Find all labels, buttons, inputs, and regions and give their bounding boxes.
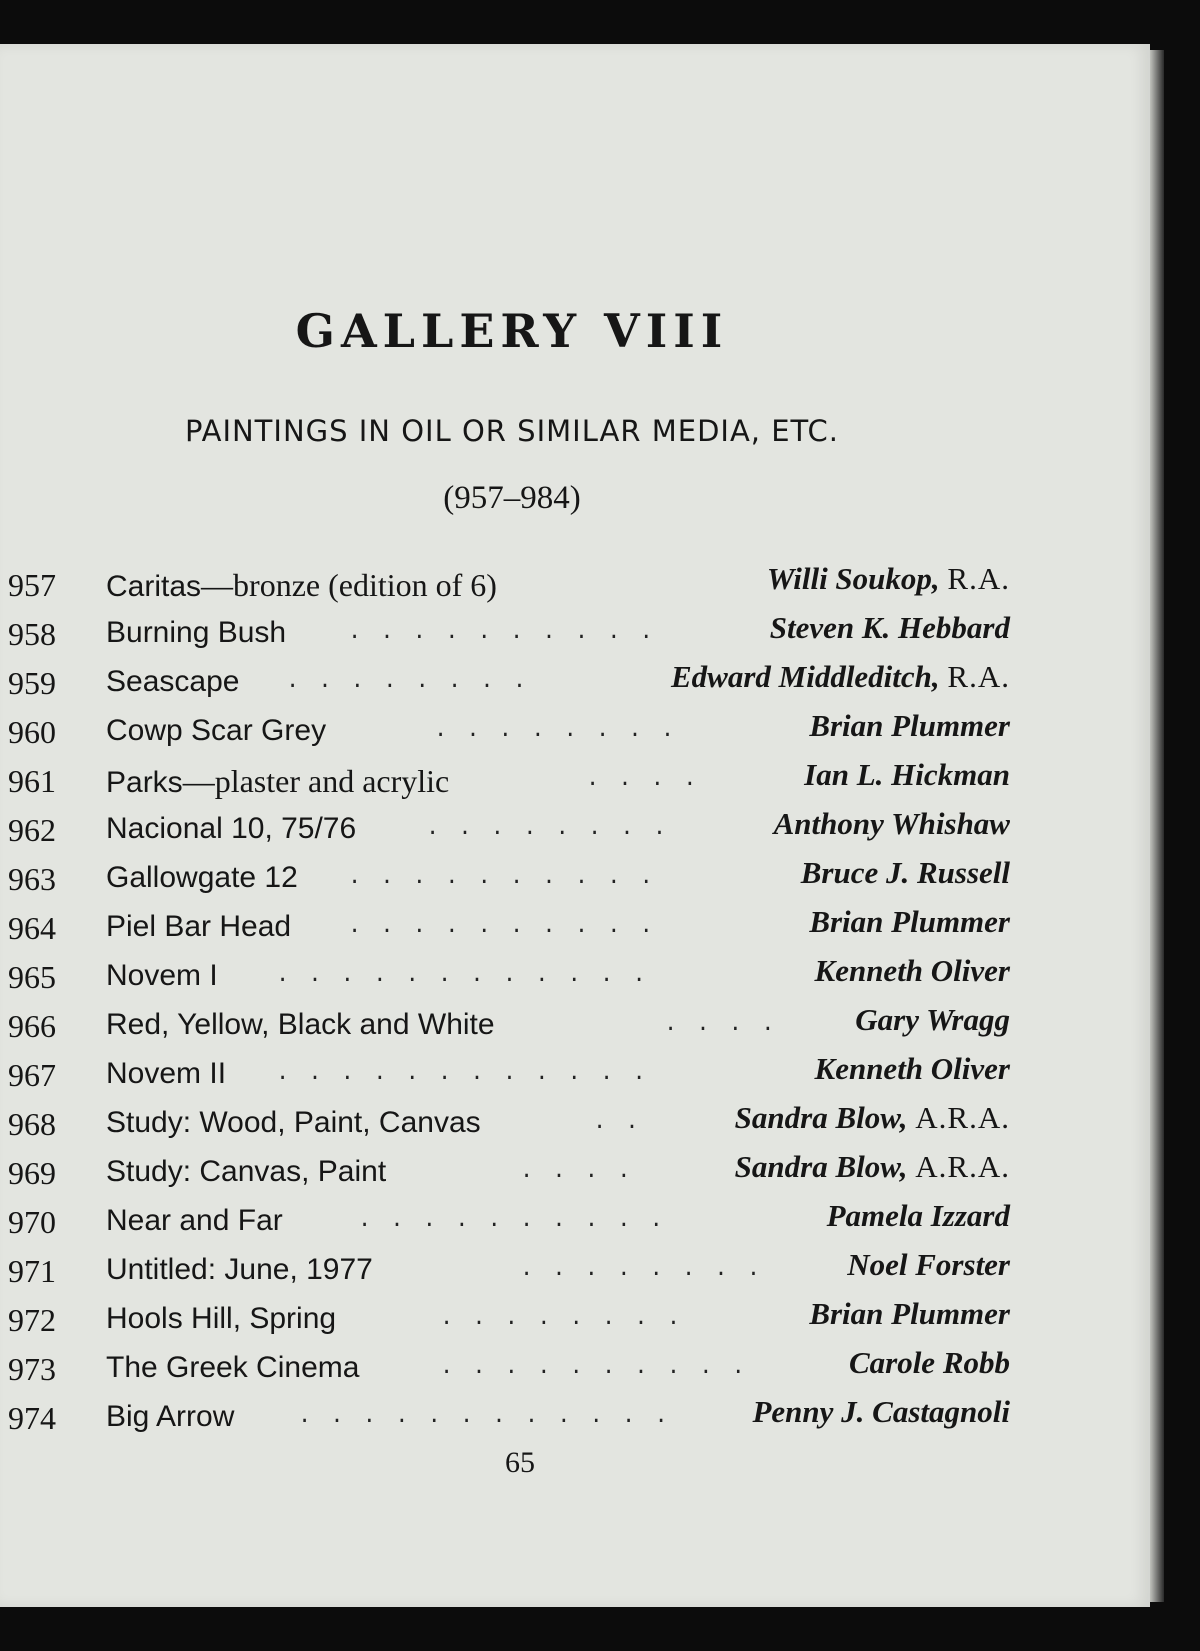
entry-artist: Brian Plummer [809, 1296, 1010, 1331]
page-number: 65 [505, 1446, 535, 1479]
entry-list [8, 559, 1010, 1441]
entry-title: Cowp Scar Grey [106, 714, 327, 747]
entry-title: Nacional 10, 75/76 [106, 812, 357, 845]
gallery-title: GALLERY VIII [295, 304, 729, 358]
entry-title: Gallowgate 12 [106, 861, 298, 894]
entry-title: Novem I [106, 959, 218, 992]
entry-artist: Ian L. Hickman [804, 757, 1010, 792]
entry-title: Near and Far [106, 1204, 283, 1237]
entry-title: Seascape [106, 665, 240, 698]
entry-title: Novem II [106, 1057, 227, 1090]
entry-medium: —bronze (edition of 6) [201, 567, 497, 603]
entry-row [8, 1049, 1010, 1098]
entry-title: Piel Bar Head [106, 910, 292, 943]
entry-artist: Penny J. Castagnoli [752, 1394, 1010, 1429]
dot-leader: . . . . . . . . . . . . [298, 1404, 671, 1429]
catalogue-range: (957–984) [443, 480, 581, 516]
entry-row [8, 1000, 1010, 1049]
dot-leader: . . . . . . . . . . [348, 914, 656, 939]
entry-number: 958 [8, 616, 56, 652]
entry-number: 974 [8, 1400, 56, 1436]
entry-artist: Anthony Whishaw [773, 806, 1010, 841]
dot-leader: . . . . [586, 767, 700, 792]
entry-title: Red, Yellow, Black and White [106, 1008, 495, 1041]
entry-row [8, 1294, 1010, 1343]
entry-title: Caritas—bronze (edition of 6) [106, 567, 497, 603]
dot-leader: . . . . . . . . [426, 816, 670, 841]
entry-number: 963 [8, 861, 56, 897]
dot-leader: . . . . . . . . . . [348, 620, 656, 645]
section-heading: PAINTINGS IN OIL OR SIMILAR MEDIA, ETC. [184, 414, 840, 448]
dot-leader: . . . . . . . . [434, 718, 678, 743]
entry-artist: Edward Middleditch, R.A. [670, 659, 1010, 694]
entry-row [8, 1147, 1010, 1196]
entry-title: Burning Bush [106, 616, 287, 649]
entry-number: 965 [8, 959, 56, 995]
dot-leader: . . . . . . . . [286, 669, 530, 694]
entry-title: Study: Wood, Paint, Canvas [106, 1106, 481, 1139]
entry-row [8, 1196, 1010, 1245]
entry-title: Parks—plaster and acrylic [106, 763, 450, 799]
entry-row [8, 559, 1010, 608]
dot-leader: . . . . . . . . . . [348, 865, 656, 890]
catalogue-page [0, 44, 1150, 1607]
entry-title: Study: Canvas, Paint [106, 1155, 387, 1188]
dot-leader: . . . . . . . . [520, 1257, 764, 1282]
dot-leader: . . . . . . . . [440, 1306, 684, 1331]
entry-artist: Brian Plummer [809, 904, 1010, 939]
entry-row [8, 902, 1010, 951]
entry-row [8, 608, 1010, 657]
entry-artist: Sandra Blow, A.R.A. [734, 1100, 1010, 1135]
dot-leader: . . [593, 1110, 642, 1135]
entry-row [8, 1098, 1010, 1147]
entry-row [8, 1343, 1010, 1392]
entry-artist: Willi Soukop, R.A. [766, 561, 1010, 596]
dot-leader: . . . . . . . . . . . . [276, 1061, 649, 1086]
entry-artist: Bruce J. Russell [800, 855, 1010, 890]
entry-artist: Noel Forster [847, 1247, 1010, 1282]
entry-title: The Greek Cinema [106, 1351, 360, 1384]
entry-title: Hools Hill, Spring [106, 1302, 337, 1335]
entry-number: 967 [8, 1057, 56, 1093]
entry-number: 962 [8, 812, 56, 848]
entry-number: 971 [8, 1253, 56, 1289]
dot-leader: . . . . . . . . . . [358, 1208, 666, 1233]
entry-number: 968 [8, 1106, 56, 1142]
entry-artist: Brian Plummer [809, 708, 1010, 743]
entry-honours: A.R.A. [915, 1100, 1010, 1135]
entry-row [8, 657, 1010, 706]
entry-number: 957 [8, 567, 56, 603]
entry-medium: —plaster and acrylic [182, 763, 450, 799]
entry-honours: A.R.A. [915, 1149, 1010, 1184]
entry-number: 960 [8, 714, 56, 750]
entry-row [8, 706, 1010, 755]
entry-number: 970 [8, 1204, 56, 1240]
entry-row [8, 1392, 1010, 1441]
dot-leader: . . . . . . . . . . [440, 1355, 748, 1380]
entry-artist: Steven K. Hebbard [769, 610, 1010, 645]
entry-number: 961 [8, 763, 56, 799]
entry-honours: R.A. [947, 659, 1010, 694]
entry-number: 972 [8, 1302, 56, 1338]
entry-number: 959 [8, 665, 56, 701]
entry-row [8, 755, 1010, 804]
entry-number: 964 [8, 910, 56, 946]
entry-number: 973 [8, 1351, 56, 1387]
dot-leader: . . . . [520, 1159, 634, 1184]
entry-artist: Gary Wragg [855, 1002, 1010, 1037]
entry-artist: Pamela Izzard [826, 1198, 1010, 1233]
dot-leader: . . . . . . . . . . . . [276, 963, 649, 988]
entry-artist: Sandra Blow, A.R.A. [734, 1149, 1010, 1184]
entry-number: 969 [8, 1155, 56, 1191]
entry-row [8, 853, 1010, 902]
entry-number: 966 [8, 1008, 56, 1044]
entry-artist: Carole Robb [848, 1345, 1010, 1380]
entry-title: Big Arrow [106, 1400, 235, 1433]
entry-artist: Kenneth Oliver [814, 1051, 1010, 1086]
entry-row [8, 1245, 1010, 1294]
dot-leader: . . . . [664, 1012, 778, 1037]
entry-row [8, 804, 1010, 853]
entry-row [8, 951, 1010, 1000]
entry-honours: R.A. [947, 561, 1010, 596]
entry-artist: Kenneth Oliver [814, 953, 1010, 988]
entry-title: Untitled: June, 1977 [106, 1253, 373, 1286]
